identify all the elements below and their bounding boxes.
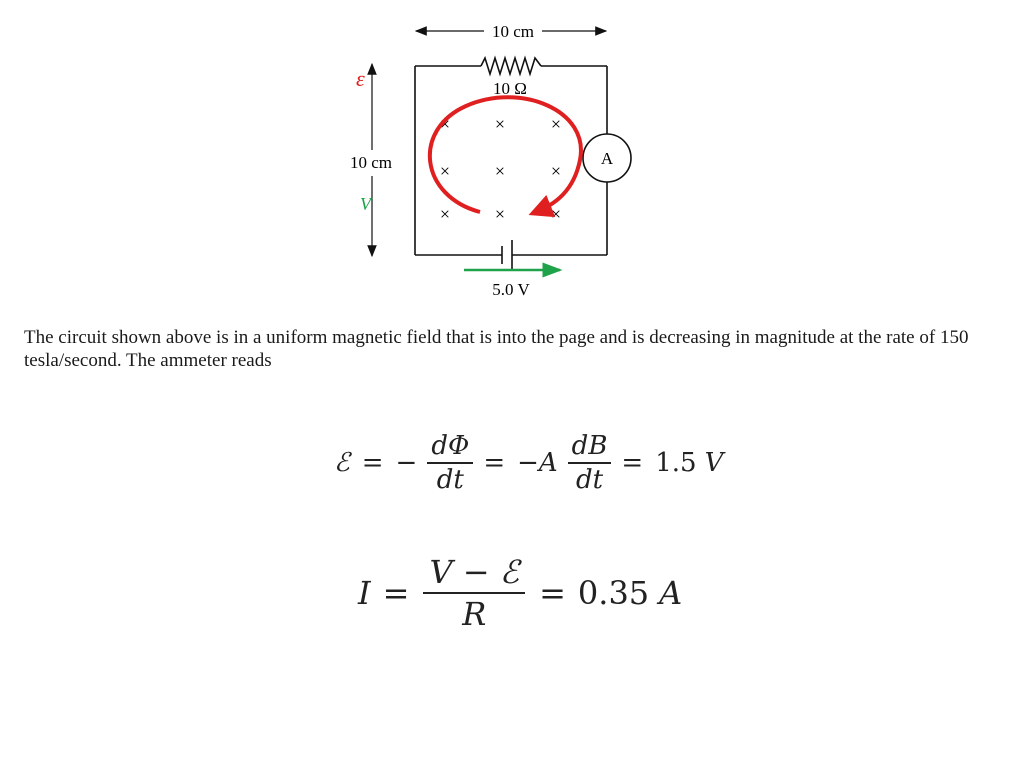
battery-symbol — [502, 240, 512, 270]
resistor-label: 10 Ω — [493, 79, 527, 98]
fraction-numerator: dB — [568, 430, 612, 464]
voltage-symbol: V — [360, 194, 371, 214]
current-equation — [352, 552, 688, 634]
fraction-denominator: dt — [576, 465, 604, 495]
fraction-numerator: dΦ — [427, 430, 473, 464]
fraction-numerator: V − ℰ — [423, 552, 525, 594]
flux-derivative-fraction — [427, 430, 473, 496]
current-result-unit: A — [659, 574, 683, 612]
equals-sign: = — [361, 448, 384, 478]
field-x-mark: × — [550, 114, 562, 134]
circuit-figure — [0, 0, 1024, 320]
area-coefficient: −A — [517, 448, 558, 478]
field-x-mark: × — [439, 204, 451, 224]
emf-symbol-lhs: ℰ — [334, 448, 350, 478]
equals-sign: = — [483, 448, 506, 478]
current-symbol-lhs: I — [358, 574, 371, 612]
equals-sign: = — [539, 574, 566, 612]
problem-statement: The circuit shown above is in a uniform magnetic field that is into the page and is decreasing in magnitude at the rate of 150 tesla/second. The ammeter reads — [24, 327, 969, 371]
field-x-mark: × — [439, 161, 451, 181]
field-x-mark: × — [494, 204, 506, 224]
current-result-value: 0.35 — [577, 574, 650, 612]
emf-equation — [328, 430, 729, 496]
top-dimension-label: 10 cm — [491, 22, 535, 41]
field-derivative-fraction — [568, 430, 612, 496]
fraction-denominator: R — [462, 595, 487, 633]
ohms-law-fraction — [423, 552, 525, 634]
ammeter-label: A — [600, 149, 614, 168]
fraction-denominator: dt — [436, 465, 464, 495]
side-dimension-label: 10 cm — [349, 153, 393, 172]
emf-result-unit: V — [704, 448, 724, 478]
field-x-mark: × — [550, 204, 562, 224]
field-x-mark: × — [494, 161, 506, 181]
equals-sign: = — [621, 448, 644, 478]
field-x-mark: × — [439, 114, 451, 134]
resistor-symbol — [481, 58, 541, 74]
field-x-mark: × — [550, 161, 562, 181]
battery-label: 5.0 V — [492, 280, 530, 299]
minus-sign: − — [395, 448, 418, 478]
field-x-mark: × — [494, 114, 506, 134]
equals-sign: = — [382, 574, 410, 612]
emf-result-value: 1.5 — [655, 448, 697, 478]
emf-symbol: ε — [356, 66, 365, 91]
